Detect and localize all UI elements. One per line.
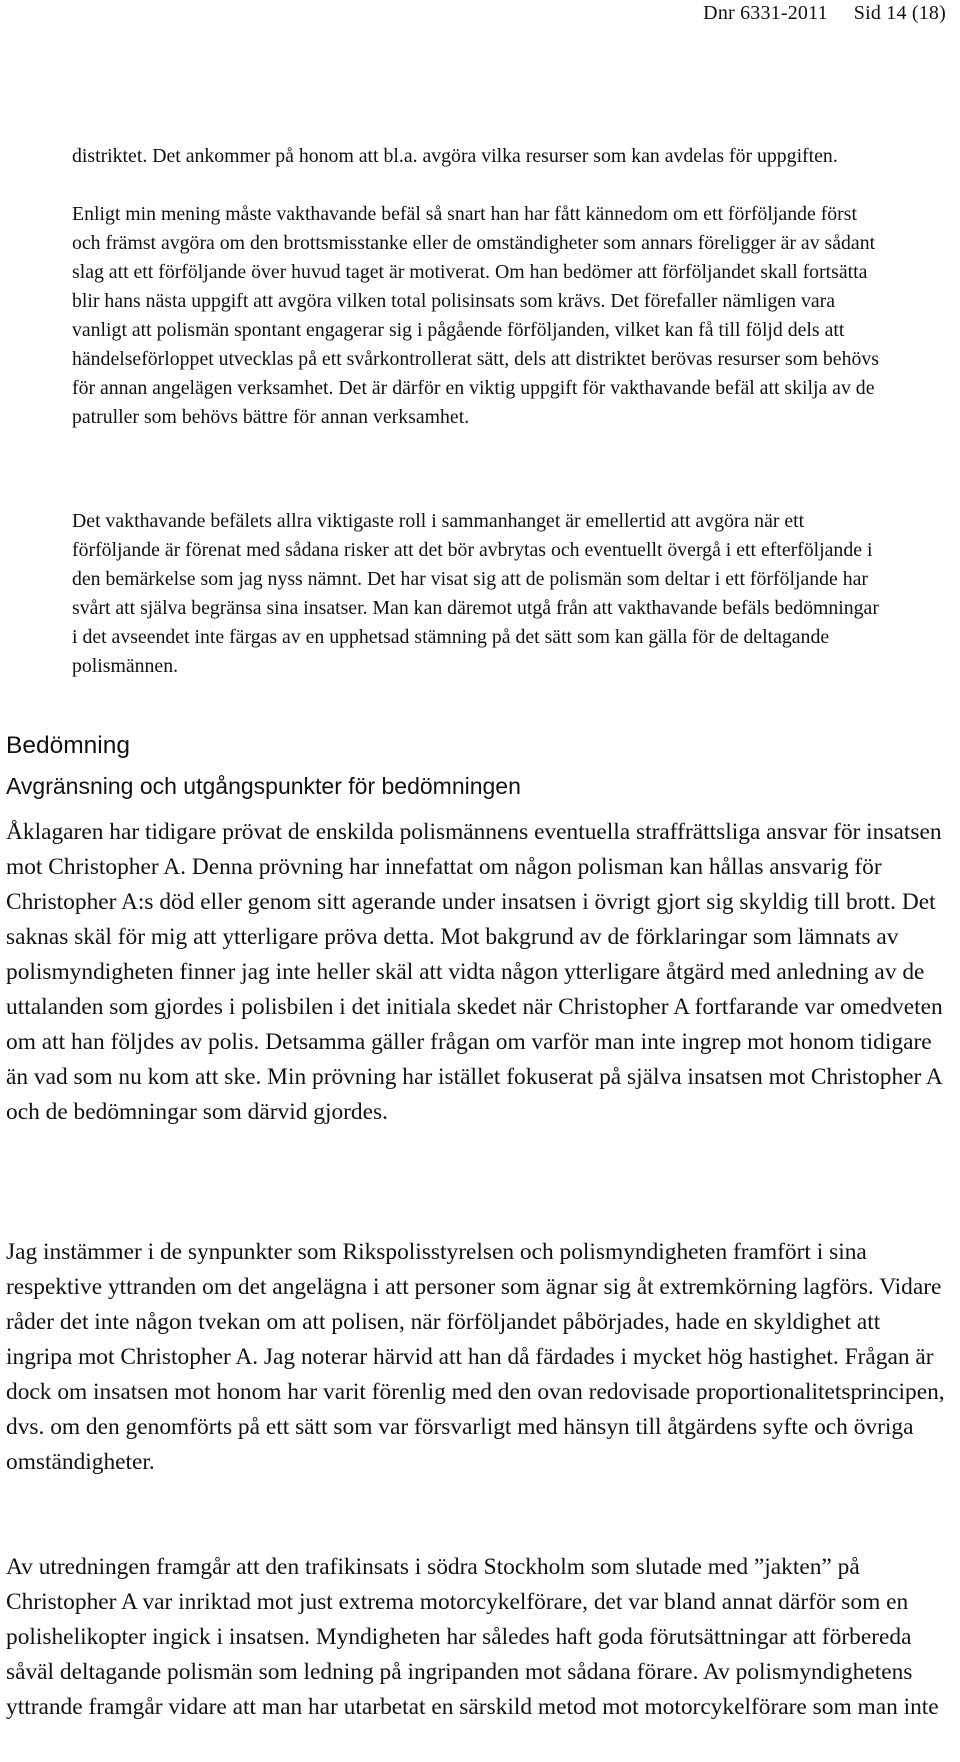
section-heading: Bedömning xyxy=(6,732,130,759)
document-number: Dnr 6331-2011 xyxy=(703,2,828,24)
page-header xyxy=(703,2,946,25)
quoted-paragraph-2: Enligt min mening måste vakthavande befäl så snart han har fått kännedom om ett förföljande först och främst avgöra om den brottsmisstanke eller de omständigheter som annars föreligger är av sådant slag att ett förföljande över huvud taget är motiverat. Om han bedömer att förföljandet skall fortsätta blir hans nästa uppgift att avgöra vilken total polisinsats som krävs. Det förefaller nämligen vara vanligt att polismän spontant engagerar sig i pågående förföljanden, vilket kan få till följd dels att händelseförloppet utvecklas på ett svårkontrollerat sätt, dels att distriktet berövas resurser som behövs för annan angelägen verksamhet. Det är därför en viktig uppgift för vakthavande befäl att skilja av de patruller som behövs bättre för annan verksamhet. xyxy=(72,203,879,428)
quoted-section xyxy=(72,142,884,171)
body-section-2 xyxy=(6,1235,946,1480)
quoted-paragraph-3: Det vakthavande befälets allra viktigaste roll i sammanhanget är emellertid att avgöra när ett förföljande är förenat med sådana risker att det bör avbrytas och eventuellt övergå i ett efterföljande i den bemärkelse som jag nyss nämnt. Det har visat sig att de polismän som deltar i ett förföljande har svårt att själva begränsa sina insatser. Man kan däremot utgå från att vakthavande befäls bedömningar i det avseendet inte färgas av en upphetsad stämning på det sätt som kan gälla för de deltagande polismännen. xyxy=(72,510,879,677)
body-paragraph-1: Åklagaren har tidigare prövat de enskilda polismännens eventuella straffrättsliga ansvar för insatsen mot Christopher A. Denna prövning har innefattat om någon polisman kan hållas ansvarig för Christopher A:s död eller genom sitt agerande under insatsen i övrigt gjort sig skyldig till brott. Det saknas skäl för mig att ytterligare pröva detta. Mot bakgrund av de förklaringar som lämnats av polismyndigheten finner jag inte heller skäl att vidta någon ytterligare åtgärd med anledning av de uttalanden som gjordes i polisbilen i det initiala skedet när Christopher A fortfarande var omedveten om att han följdes av polis. Detsamma gäller frågan om varför man inte ingrep mot honom tidigare än vad som nu kom att ske. Min prövning har istället fokuserat på själva insatsen mot Christopher A och de bedömningar som därvid gjordes. xyxy=(6,819,943,1125)
quoted-section-3 xyxy=(72,507,884,681)
body-paragraph-2: Jag instämmer i de synpunkter som Rikspolisstyrelsen och polismyndigheten framfört i sina respektive yttranden om det angelägna i att personer som ägnar sig åt extremkörning lagförs. Vidare råder det inte någon tvekan om att polisen, när förföljandet påbörjades, hade en skyldighet att ingripa mot Christopher A. Jag noterar härvid att han då färdades i mycket hög hastighet. Frågan är dock om insatsen mot honom har varit förenlig med den ovan redovisade proportionalitetsprincipen, dvs. om den genomförts på ett sätt som var försvarligt med hänsyn till åtgärdens syfte och övriga omständigheter. xyxy=(6,1239,945,1475)
subsection-heading: Avgränsning och utgångspunkter för bedömningen xyxy=(6,773,521,799)
body-section-1 xyxy=(6,815,946,1130)
body-section-3 xyxy=(6,1550,946,1725)
quoted-paragraph-1: distriktet. Det ankommer på honom att bl.a. avgöra vilka resurser som kan avdelas för uppgiften. xyxy=(72,145,838,167)
page-number: Sid 14 (18) xyxy=(853,2,946,24)
quoted-section-2 xyxy=(72,200,884,432)
body-paragraph-3: Av utredningen framgår att den trafikinsats i södra Stockholm som slutade med ”jakten” på Christopher A var inriktad mot just extrema motorcykelförare, det var bland annat därför som en polishelikopter ingick i insatsen. Myndigheten har således haft goda förutsättningar att förbereda såväl deltagande polismän som ledning på ingripanden mot sådana förare. Av polismyndighetens yttrande framgår vidare att man har utarbetat en särskild metod mot motorcykelförare som man inte xyxy=(6,1554,939,1720)
